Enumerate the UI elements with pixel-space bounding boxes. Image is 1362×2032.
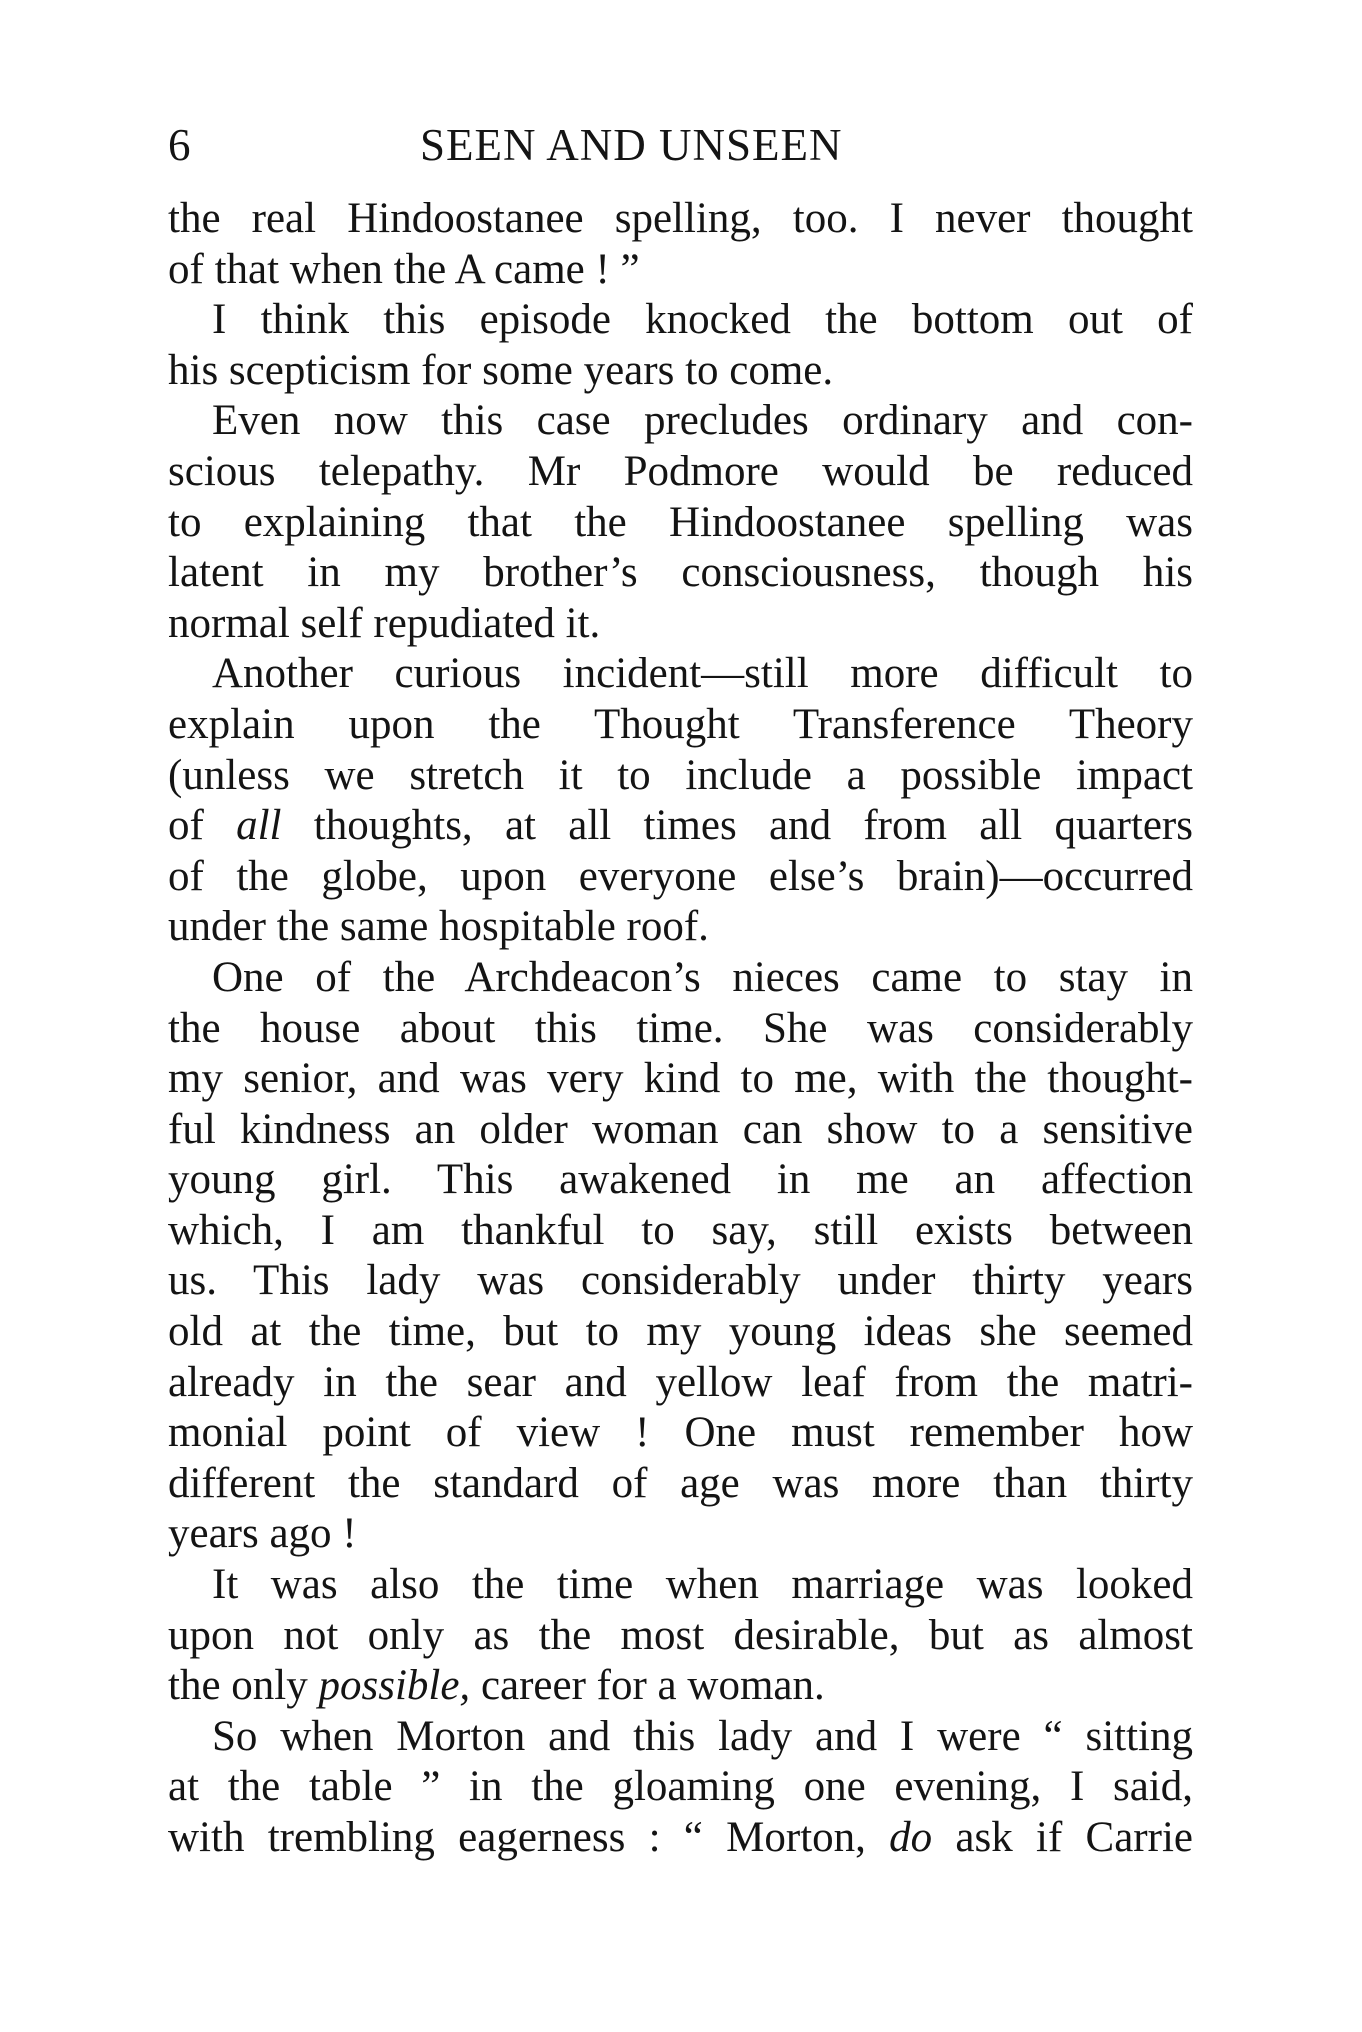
text-line: to explaining that the Hindoostanee spelling was	[168, 498, 1193, 546]
text-line: us. This lady was considerably under thirty years	[168, 1257, 1193, 1305]
text-line: already in the sear and yellow leaf from the matri-	[168, 1358, 1193, 1406]
text-segment: of	[168, 802, 237, 850]
text-line: which, I am thankful to say, still exists between	[168, 1206, 1193, 1254]
text-line: Another curious incident—still more difficult to	[212, 650, 1193, 698]
text-segment: career for a woman.	[470, 1662, 825, 1710]
text-line: the house about this time. She was considerably	[168, 1004, 1193, 1052]
body-text	[168, 194, 1193, 1864]
text-segment: thoughts, at all times and from all quarters	[281, 802, 1193, 850]
text-line: So when Morton and this lady and I were “ sitting	[212, 1712, 1193, 1760]
text-segment: the only	[168, 1662, 319, 1710]
text-line: upon not only as the most desirable, but as almost	[168, 1611, 1193, 1659]
text-line: the real Hindoostanee spelling, too. I never thought	[168, 195, 1193, 242]
text-segment: ask if Carrie	[932, 1814, 1193, 1861]
text-line: different the standard of age was more than thirty	[168, 1459, 1193, 1507]
text-line	[168, 801, 1193, 852]
text-line: I think this episode knocked the bottom out of	[212, 296, 1193, 344]
italic-text: possible,	[318, 1662, 471, 1710]
text-line: explain upon the Thought Transference Theory	[168, 700, 1193, 748]
text-line: my senior, and was very kind to me, with the thought-	[168, 1055, 1193, 1103]
text-line: One of the Archdeacon’s nieces came to stay in	[212, 953, 1193, 1001]
text-line: of the globe, upon everyone else’s brain)—occurred	[168, 852, 1193, 900]
text-line: of that when the A came ! ”	[168, 245, 640, 293]
text-line: young girl. This awakened in me an affection	[168, 1156, 1193, 1204]
italic-text: all	[236, 802, 282, 850]
text-line: ful kindness an older woman can show to a sensitive	[168, 1105, 1193, 1153]
text-line: It was also the time when marriage was looked	[212, 1561, 1193, 1609]
text-line: latent in my brother’s consciousness, though his	[168, 549, 1193, 597]
text-line: monial point of view ! One must remember how	[168, 1409, 1193, 1457]
text-line: scious telepathy. Mr Podmore would be reduced	[168, 447, 1193, 495]
italic-text: do	[889, 1814, 933, 1861]
text-line: old at the time, but to my young ideas she seemed	[168, 1308, 1193, 1356]
text-line: his scepticism for some years to come.	[168, 346, 834, 394]
text-line: years ago !	[168, 1510, 357, 1558]
text-line: normal self repudiated it.	[168, 599, 601, 647]
text-segment: with trembling eagerness : “ Morton,	[168, 1814, 890, 1861]
text-line	[168, 1813, 1193, 1864]
text-line: at the table ” in the gloaming one evening, I said,	[168, 1763, 1193, 1811]
text-line: under the same hospitable roof.	[168, 903, 709, 951]
text-line: Even now this case precludes ordinary and con-	[212, 397, 1193, 445]
page-number: 6	[168, 120, 192, 170]
text-line: (unless we stretch it to include a possible impact	[168, 751, 1193, 799]
text-line	[168, 1661, 1193, 1712]
running-head: SEEN AND UNSEEN	[420, 120, 843, 170]
